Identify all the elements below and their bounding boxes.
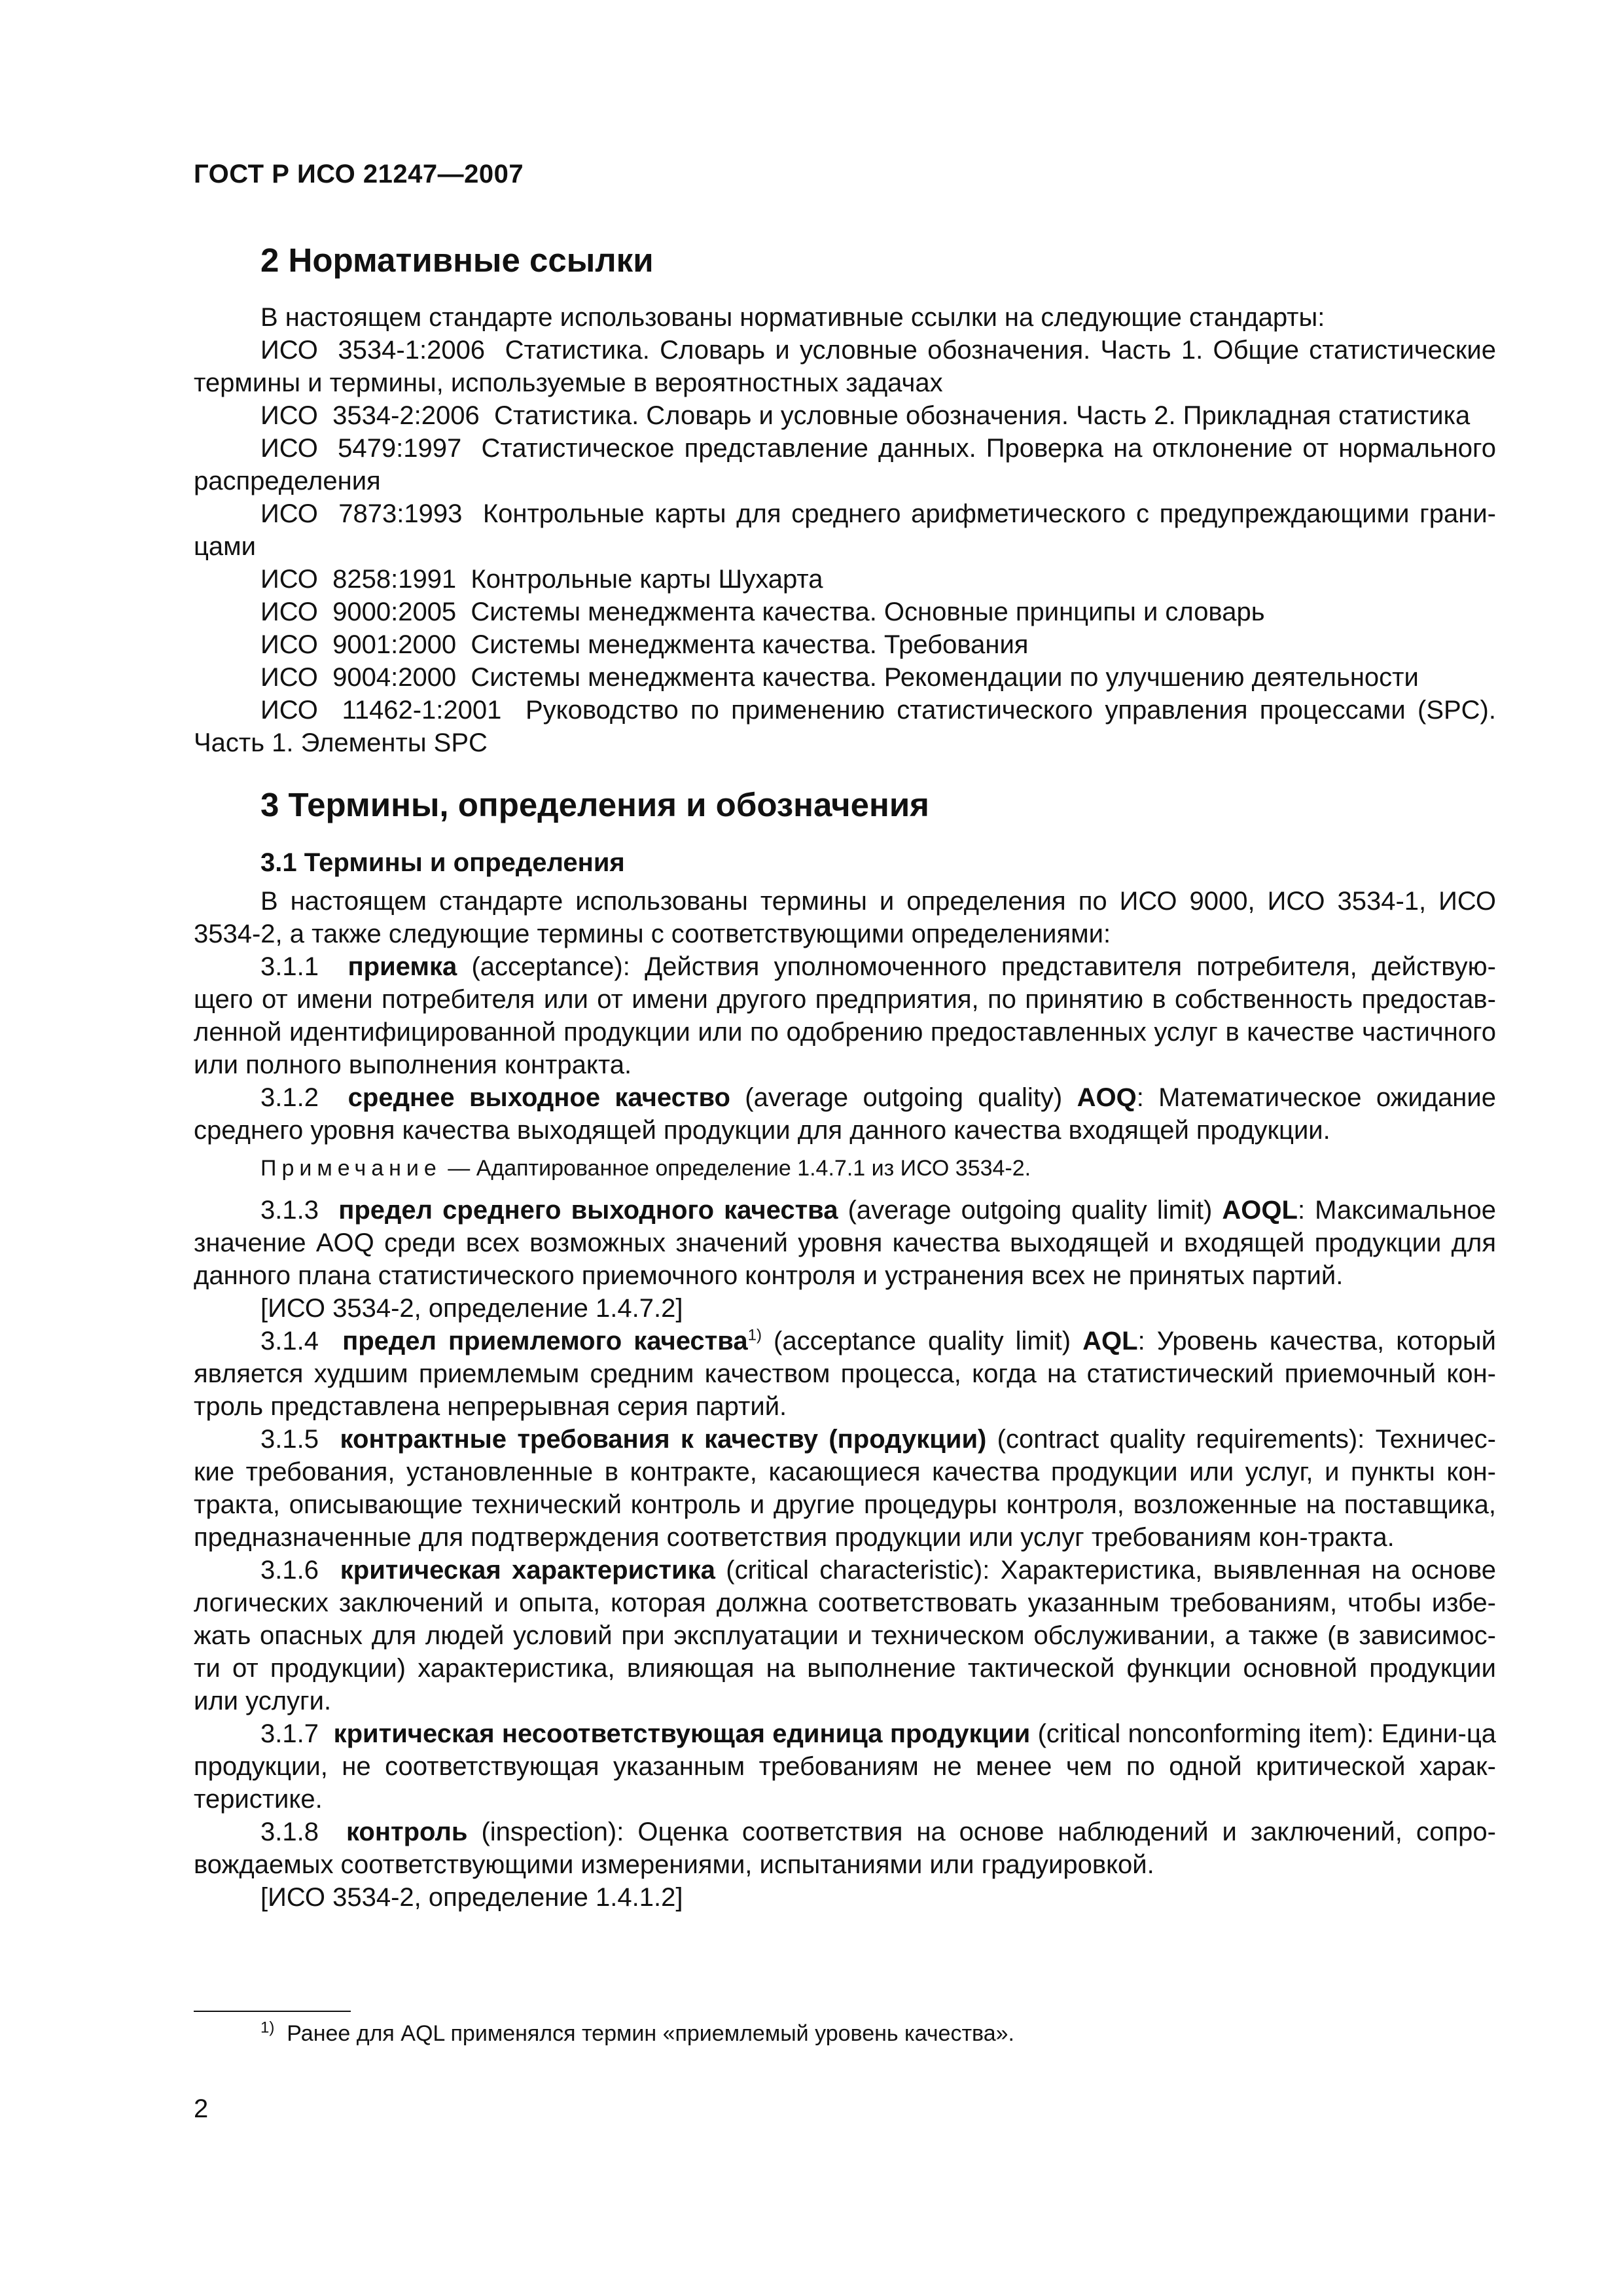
note: Примечание — Адаптированное определение 1.4.7.1 из ИСО 3534-2. bbox=[260, 1156, 1031, 1181]
ref-item: ИСО 9004:2000 Системы менеджмента качества. Рекомендации по улучшению деятельности bbox=[260, 663, 1419, 692]
section-3-intro: В настоящем стандарте использованы термины и определения по ИСО 9000, ИСО 3534-1, ИСО 3534-2, а также следующие термины с соответствующими определениями: bbox=[194, 887, 1496, 948]
term-entry: 3.1.1 приемка (acceptance): Действия уполномоченного представителя потребителя, действую-щего от имени потребителя или от имени другого предприятия, по принятию в собственность предостав-ленной идентифицированной продукции или по одобрению предоставленных услуг в качестве частичного или полного выполнения контракта. bbox=[194, 952, 1496, 1079]
footnote-divider bbox=[194, 2011, 351, 2012]
ref-item: ИСО 9000:2005 Системы менеджмента качества. Основные принципы и словарь bbox=[260, 598, 1265, 626]
section-3-title: 3 Термины, определения и обозначения bbox=[260, 786, 929, 823]
ref-item: ИСО 8258:1991 Контрольные карты Шухарта bbox=[260, 565, 823, 594]
standard-header: ГОСТ Р ИСО 21247—2007 bbox=[194, 160, 524, 188]
ref-item: ИСО 3534-2:2006 Статистика. Словарь и условные обозначения. Часть 2. Прикладная статистика bbox=[260, 401, 1471, 430]
ref-item: ИСО 11462-1:2001 Руководство по применению статистического управления процессами (SPC). Часть 1. Элементы SPC bbox=[194, 696, 1496, 757]
footnote: $^{1)}$ Ранее для AQL применялся термин «приемлемый уровень качества». bbox=[260, 2018, 1014, 2046]
ref-item: ИСО 5479:1997 Статистическое представление данных. Проверка на отклонение от нормального распределения bbox=[194, 434, 1496, 495]
footnote-ref[interactable]: 1) bbox=[747, 1326, 762, 1344]
term-entry: 3.1.2 среднее выходное качество (average outgoing quality) AOQ: Математическое ожидание среднего уровня качества выходящей продукции для данного качества входящей продукции. bbox=[194, 1083, 1496, 1145]
term-source: [ИСО 3534-2, определение 1.4.7.2] bbox=[260, 1294, 683, 1323]
term-entry: 3.1.7 критическая несоответствующая единица продукции (critical nonconforming item): Едини-ца продукции, не соответствующая указанным требованиям не менее чем по одной критической харак-теристике. bbox=[194, 1719, 1496, 1814]
page-number: 2 bbox=[194, 2094, 209, 2123]
section-3-body bbox=[194, 885, 1496, 1914]
term-entry: 3.1.6 критическая характеристика (critical characteristic): Характеристика, выявленная на основе логических заключений и опыта, которая должна соответствовать указанным требованиям, чтобы избе-жать опасных для людей условий при эксплуатации и техническом обслуживании, а также (в зависимос-ти от продукции) характеристика, влияющая на выполнение тактической функции основной продукции или услуги. bbox=[194, 1556, 1497, 1715]
term-source: [ИСО 3534-2, определение 1.4.1.2] bbox=[260, 1883, 683, 1912]
term-entry: 3.1.4 предел приемлемого качества$^{1)}$ (acceptance quality limit) AQL: Уровень качества, который является худшим приемлемым средним качеством процесса, когда на статистический приемочный кон-троль представлена непрерывная серия партий. bbox=[194, 1326, 1497, 1421]
section-2-title: 2 Нормативные ссылки bbox=[260, 242, 654, 279]
term-entry: 3.1.5 контрактные требования к качеству (продукции) (contract quality requirements): Техничес-кие требования, установленные в контракте, касающиеся качества продукции или услуг, и пункты кон-тракта, описывающие технический контроль и другие процедуры контроля, возложенные на поставщика, предназначенные для подтверждения соответствия продукции или услуг требованиям кон-тракта. bbox=[194, 1425, 1496, 1552]
section-2-body bbox=[194, 301, 1496, 759]
ref-item: ИСО 9001:2000 Системы менеджмента качества. Требования bbox=[260, 630, 1029, 659]
section-2-intro: В настоящем стандарте использованы нормативные ссылки на следующие стандарты: bbox=[260, 303, 1325, 332]
ref-item: ИСО 3534-1:2006 Статистика. Словарь и условные обозначения. Часть 1. Общие статистические термины и термины, используемые в вероятностных задачах bbox=[194, 336, 1497, 397]
term-entry: 3.1.8 контроль (inspection): Оценка соответствия на основе наблюдений и заключений, сопро-вождаемых соответствующими измерениями, испытаниями или градуировкой. bbox=[194, 1818, 1496, 1879]
section-3-1-title: 3.1 Термины и определения bbox=[260, 848, 625, 877]
term-entry: 3.1.3 предел среднего выходного качества (average outgoing quality limit) AOQL: Максимальное значение AOQ среди всех возможных значений уровня качества выходящей и входящей продукции для данного плана статистического приемочного контроля и устранения всех не принятых партий. bbox=[194, 1196, 1497, 1290]
ref-item: ИСО 7873:1993 Контрольные карты для среднего арифметического с предупреждающими грани-цами bbox=[194, 499, 1496, 561]
